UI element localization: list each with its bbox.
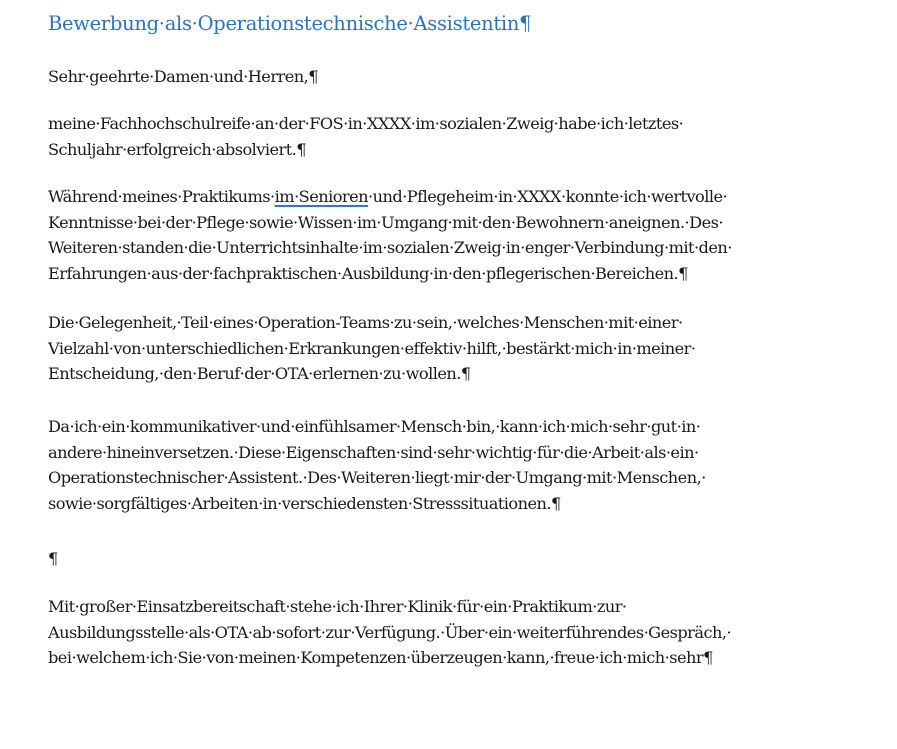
paragraph-closing[interactable] xyxy=(48,594,731,671)
paragraph-empty[interactable] xyxy=(48,546,58,572)
text-line: bei·welchem·ich·Sie·von·meinen·Kompetenzen·überzeugen·kann,·freue·ich·mich·sehr¶ xyxy=(48,648,713,668)
text-line: Sehr·geehrte·Damen·und·Herren,¶ xyxy=(48,67,318,86)
text-line: Da·ich·ein·kommunikativer·und·einfühlsamer·Mensch·bin,·kann·ich·mich·sehr·gut·in· xyxy=(48,417,701,436)
text-line: Ausbildungsstelle·als·OTA·ab·sofort·zur·Verfügung.·Über·ein·weiterführendes·Gespräch,· xyxy=(48,622,732,642)
text-line: Kenntnisse·bei·der·Pflege·sowie·Wissen·im·Umgang·mit·den·Bewohnern·aneignen.·Des· xyxy=(48,212,723,232)
text-run: ·und·Pflegeheim·in·XXXX·konnte·ich·wertvolle· xyxy=(368,187,728,206)
text-line: Entscheidung,·den·Beruf·der·OTA·erlernen·zu·wollen.¶ xyxy=(48,364,471,384)
paragraph-internship[interactable] xyxy=(48,184,732,286)
document-heading[interactable]: Bewerbung·als·Operationstechnische·Assistentin¶ xyxy=(48,12,532,35)
paragraph-salutation[interactable] xyxy=(48,64,318,90)
text-line: Die·Gelegenheit,·Teil·eines·Operation-Teams·zu·sein,·welches·Menschen·mit·einer· xyxy=(48,313,683,332)
paragraph-mark: ¶ xyxy=(48,549,58,568)
text-line: Mit·großer·Einsatzbereitschaft·stehe·ich·Ihrer·Klinik·für·ein·Praktikum·zur· xyxy=(48,597,627,616)
grammar-flagged-text[interactable]: im·Senioren xyxy=(274,187,369,206)
text-line: sowie·sorgfältiges·Arbeiten·in·verschiedensten·Stresssituationen.¶ xyxy=(48,493,561,513)
text-line: Operationstechnischer·Assistent.·Des·Weiteren·liegt·mir·der·Umgang·mit·Menschen,· xyxy=(48,468,706,488)
text-line: Weiteren·standen·die·Unterrichtsinhalte·im·sozialen·Zweig·in·enger·Verbindung·mit·den· xyxy=(48,238,732,258)
paragraph-motivation[interactable] xyxy=(48,310,695,387)
text-run: Während·meines·Praktikums· xyxy=(48,187,275,206)
text-line: Schuljahr·erfolgreich·absolviert.¶ xyxy=(48,139,307,159)
paragraph-intro[interactable] xyxy=(48,111,683,162)
paragraph-qualities[interactable] xyxy=(48,414,706,516)
text-line: meine·Fachhochschulreife·an·der·FOS·in·XXXX·im·sozialen·Zweig·habe·ich·letztes· xyxy=(48,114,684,133)
text-line: Erfahrungen·aus·der·fachpraktischen·Ausbildung·in·den·pflegerischen·Bereichen.¶ xyxy=(48,263,688,283)
text-line xyxy=(48,184,732,210)
text-line: andere·hineinversetzen.·Diese·Eigenschaften·sind·sehr·wichtig·für·die·Arbeit·als·ein· xyxy=(48,442,699,462)
text-line: Vielzahl·von·unterschiedlichen·Erkrankungen·effektiv·hilft,·bestärkt·mich·in·meiner· xyxy=(48,338,696,358)
